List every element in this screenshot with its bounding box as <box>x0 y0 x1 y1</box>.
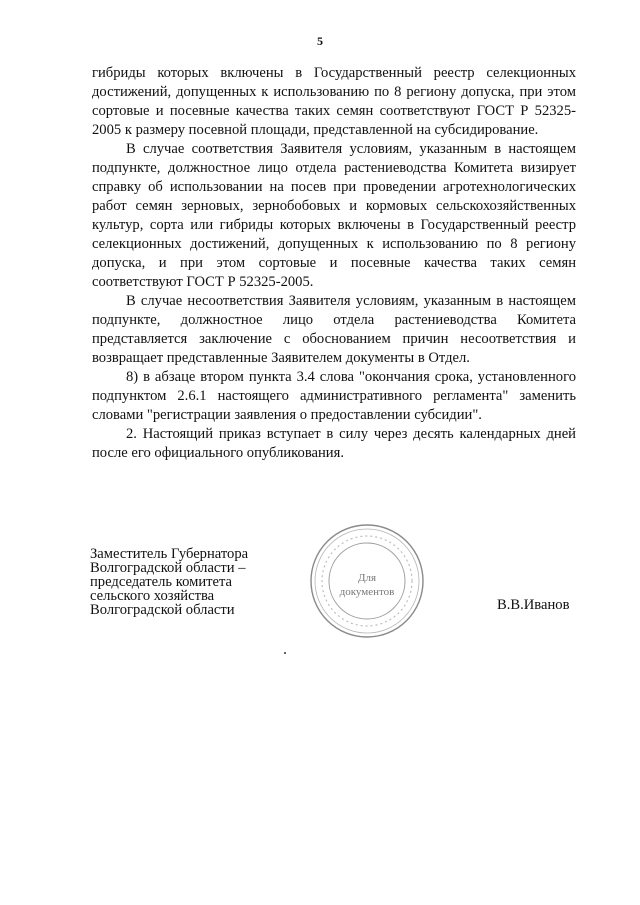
paragraph-1: гибриды которых включены в Государственный реестр селекционных достижений, допущенных к использованию по 8 региону допуска, при этом сортовые и посевные качества таких семян соответствуют ГОСТ Р 52325-2005 к размеру посевной площади, представленной на субсидирование. <box>92 65 576 138</box>
document-body <box>92 64 576 463</box>
stamp-text-top: Для <box>357 572 377 584</box>
page-number: 5 <box>317 34 323 48</box>
signatory-line: Заместитель Губернатора <box>90 546 249 562</box>
paragraph-2: В случае соответствия Заявителя условиям, указанным в настоящем подпункте, должностное лицо отдела растениеводства Комитета визирует справку об использовании на посев при проведении агротехнологических работ семян зерновых, зернобобовых и кормовых сельскохозяйственных культур, сорта или гибриды которых включены в Государственный реестр селекционных достижений, допущенных к использованию по 8 региону допуска, и при этом сортовые и посевные качества таких семян соответствуют ГОСТ Р 52325-2005. <box>92 141 576 290</box>
signatory-line: Волгоградской области <box>90 602 235 618</box>
scan-speck <box>284 652 286 654</box>
paragraph-5: 2. Настоящий приказ вступает в силу через десять календарных дней после его официального опубликования. <box>92 426 576 461</box>
signatory-line: председатель комитета <box>90 574 233 590</box>
document-stamp <box>308 522 426 640</box>
stamp-text-bottom: документов <box>339 586 395 598</box>
paragraph-3: В случае несоответствия Заявителя условиям, указанным в настоящем подпункте, должностное лицо отдела растениеводства Комитета представляется заключение с обоснованием причин несоответствия и возвращает представленные Заявителем документы в Отдел. <box>92 293 576 366</box>
paragraph-4: 8) в абзаце втором пункта 3.4 слова "окончания срока, установленного подпунктом 2.6.1 настоящего административного регламента" заменить словами "регистрации заявления о предоставлении субсидии". <box>92 369 576 423</box>
signer-name: В.В.Иванов <box>497 597 570 613</box>
signatory-title <box>90 547 300 617</box>
signatory-line: Волгоградской области – <box>90 560 246 576</box>
signatory-line: сельского хозяйства <box>90 588 215 604</box>
